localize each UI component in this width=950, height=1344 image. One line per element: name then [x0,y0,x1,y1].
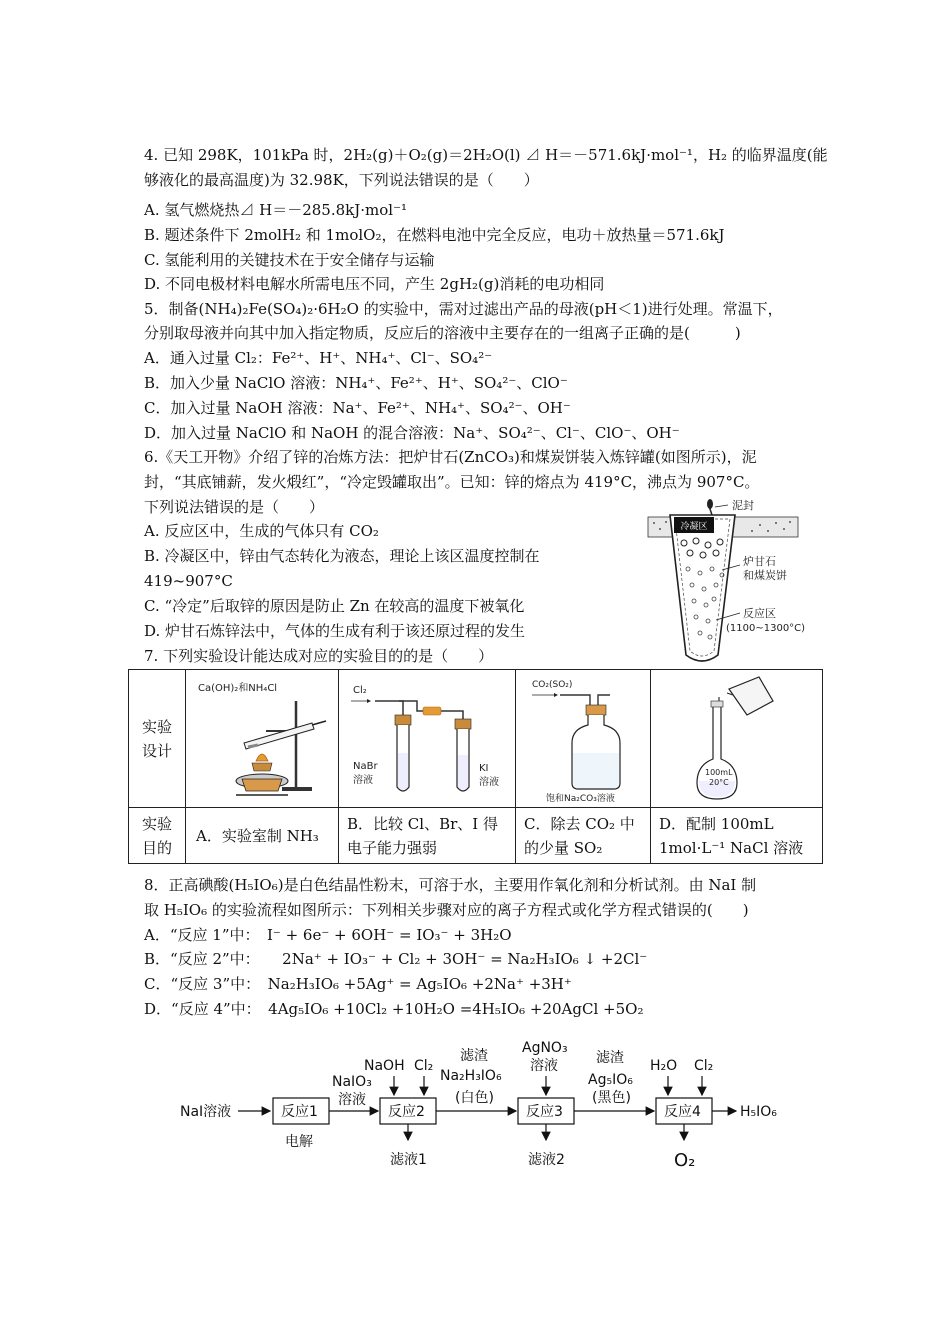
q8-option-c: C．“反应 3”中： Na₂H₃IO₆ +5Ag⁺ = Ag₅IO₆ +2Na⁺ +3H⁺ [144,975,572,993]
svg-text:饱和Na₂CO₃溶液: 饱和Na₂CO₃溶液 [546,793,615,804]
flow-add-naio3-2: 溶液 [338,1092,366,1108]
row-head-design: 实验 设计 [129,670,186,808]
q7-option-d-line1: D．配制 100mL [659,814,774,833]
fig-ore-label-2: 和煤炭饼 [743,569,787,582]
volumetric-flask-figure [651,671,822,807]
q7-option-c-line2: 的少量 SO₂ [524,838,603,857]
fig-b-cell [339,670,516,808]
fig-condense-label: 冷凝区 [680,522,708,532]
q4-option-a: A. 氢气燃烧热⊿ H＝－285.8kJ·mol⁻¹ [144,201,408,219]
halogen-test-tubes-figure [339,671,515,807]
svg-text:溶液: 溶液 [479,776,499,788]
q5-stem-line2: 分别取母液并向其中加入指定物质，反应后的溶液中主要存在的一组离子正确的是( ) [144,324,741,342]
flow-reaction-4: 反应4 [664,1104,701,1120]
q4-stem-line2: 够液化的最高温度)为 32.98K，下列说法错误的是（ ） [144,171,539,189]
fig-reaction-label: 反应区 [743,607,776,620]
q4-stem-line1: 4. 已知 298K，101kPa 时，2H₂(g)＋O₂(g)＝2H₂O(l) ⊿ H＝－571.6kJ·mol⁻¹，H₂ 的临界温度(能 [144,146,828,164]
flow-residue-1: 滤渣 [460,1048,488,1064]
q8-option-b: B．“反应 2”中： 2Na⁺ + IO₃⁻ + Cl₂ + 3OH⁻ = Na₂H₃IO₆ ↓ +2Cl⁻ [144,950,648,968]
option-b-cell [339,808,516,864]
q8-stem-line1: 8．正高碘酸(H₅IO₆)是白色结晶性粉末，可溶于水，主要用作氧化剂和分析试剂。由 NaI 制 [144,876,757,894]
svg-text:100mL: 100mL [705,767,733,777]
flow-reaction-3: 反应3 [526,1104,563,1120]
fig-mud-label: 泥封 [732,499,754,512]
q8-option-a: A．“反应 1”中： I⁻ + 6e⁻ + 6OH⁻ = IO₃⁻ + 3H₂O [144,926,512,944]
q7-option-d-line2: 1mol·L⁻¹ NaCl 溶液 [659,838,804,857]
flow-residue-1-color: (白色) [455,1090,494,1106]
option-a-cell [186,808,339,864]
q8-option-d: D．“反应 4”中： 4Ag₅IO₆ +10Cl₂ +10H₂O =4H₅IO₆ +20AgCl +5O₂ [144,1000,644,1018]
row-head-purpose: 实验 目的 [129,808,186,864]
flow-reaction-2: 反应2 [388,1104,425,1120]
flow-start: NaI溶液 [180,1104,232,1120]
flow-reaction-1-note: 电解 [285,1134,313,1150]
svg-text:Cl₂: Cl₂ [353,684,367,696]
q7-experiment-table [128,669,823,864]
flow-residue-2-color: (黑色) [592,1090,631,1106]
flow-residue-2: 滤渣 [596,1050,624,1066]
flow-agno3-2: 溶液 [530,1058,558,1074]
q5-option-b: B．加入少量 NaClO 溶液：NH₄⁺、Fe²⁺、H⁺、SO₄²⁻、ClO⁻ [144,374,568,392]
q5-option-a: A．通入过量 Cl₂：Fe²⁺、H⁺、NH₄⁺、Cl⁻、SO₄²⁻ [144,349,493,367]
fig-c-cell [516,670,651,808]
q5-option-c: C．加入过量 NaOH 溶液：Na⁺、Fe²⁺、NH₄⁺、SO₄²⁻、OH⁻ [144,399,571,417]
flow-naoh: NaOH [364,1058,405,1074]
q8-stem-line2: 取 H₅IO₆ 的实验流程如图所示：下列相关步骤对应的离子方程式或化学方程式错误的( ) [144,901,749,919]
q6-option-d: D. 炉甘石炼锌法中，气体的生成有利于该还原过程的发生 [144,622,526,640]
q6-option-b-line1: B. 冷凝区中，锌由气态转化为液态，理论上该区温度控制在 [144,547,540,565]
q4-option-b: B. 题述条件下 2molH₂ 和 1molO₂，在燃料电池中完全反应，电功＋放热量＝571.6kJ [144,226,725,244]
h5io6-process-flowchart [178,1036,798,1176]
q4-option-d: D. 不同电极材料电解水所需电压不同，产生 2gH₂(g)消耗的电功相同 [144,275,605,293]
q5-stem-line1: 5．制备(NH₄)₂Fe(SO₄)₂·6H₂O 的实验中，需对过滤出产品的母液(pH＜1)进行处理。常温下， [144,300,783,318]
svg-text:NaBr: NaBr [353,760,378,772]
q7-option-a: A．实验室制 NH₃ [196,827,319,845]
q7-stem: 7. 下列实验设计能达成对应的实验目的的是（ ） [144,647,494,665]
flow-cl2-a: Cl₂ [414,1058,434,1074]
fig-a-cell [186,670,339,808]
svg-text:20°C: 20°C [709,777,729,787]
q6-option-a: A. 反应区中，生成的气体只有 CO₂ [144,522,379,540]
q6-option-b-line2: 419~907°C [144,572,233,590]
fig-d-cell [651,670,823,808]
q7-option-b-line2: 电子能力强弱 [347,838,438,857]
flow-oxygen: O₂ [674,1150,696,1171]
q5-option-d: D．加入过量 NaClO 和 NaOH 的混合溶液：Na⁺、SO₄²⁻、Cl⁻、ClO⁻、OH⁻ [144,424,680,442]
q6-stem-line3: 下列说法错误的是（ ） [144,498,325,516]
flow-residue-1-formula: Na₂H₃IO₆ [440,1068,502,1084]
q7-option-c-line1: C．除去 CO₂ 中 [524,814,635,833]
flow-product: H₅IO₆ [740,1104,777,1120]
svg-text:KI: KI [479,762,489,774]
q6-stem-line1: 6.《天工开物》介绍了锌的冶炼方法：把炉甘石(ZnCO₃)和煤炭饼装入炼锌罐(如图所示)，泥 [144,448,757,466]
flow-h2o: H₂O [650,1058,678,1074]
q4-option-c: C. 氢能利用的关键技术在于安全储存与运输 [144,251,435,269]
fig-ore-label-1: 炉甘石 [743,555,776,568]
option-c-cell [516,808,651,864]
flow-filtrate-1: 滤液1 [390,1152,427,1168]
flow-filtrate-2: 滤液2 [528,1152,565,1168]
ammonia-apparatus-figure [186,671,338,807]
flow-residue-2-formula: Ag₅IO₆ [588,1072,633,1088]
zinc-smelting-retort-figure [640,495,810,670]
flow-reaction-1: 反应1 [281,1104,318,1120]
flow-add-naio3: NaIO₃ [332,1074,372,1090]
flow-agno3: AgNO₃ [522,1040,568,1056]
fig-temp-label: (1100~1300°C) [726,623,806,634]
gas-washing-bottle-figure [516,671,650,807]
svg-text:Ca(OH)₂和NH₄Cl: Ca(OH)₂和NH₄Cl [198,682,278,694]
svg-text:溶液: 溶液 [353,774,373,786]
q6-stem-line2: 封，“其底铺薪，发火煅红”，“冷定毁罐取出”。已知：锌的熔点为 419°C，沸点为 907°C。 [144,473,760,491]
svg-text:CO₂(SO₂): CO₂(SO₂) [532,679,573,690]
q7-option-b-line1: B．比较 Cl、Br、I 得 [347,814,498,833]
flow-cl2-b: Cl₂ [694,1058,714,1074]
option-d-cell [651,808,823,864]
q6-option-c: C. “冷定”后取锌的原因是防止 Zn 在较高的温度下被氧化 [144,597,525,615]
